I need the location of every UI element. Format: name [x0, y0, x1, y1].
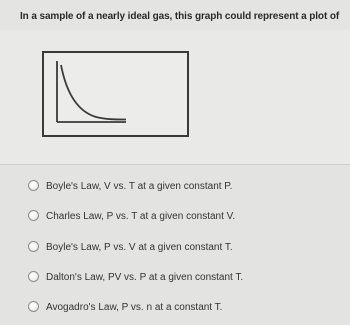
- answer-option-2[interactable]: [0, 203, 350, 233]
- answer-label: Boyle's Law, P vs. V at a given constant T.: [46, 242, 233, 253]
- decay-curve: [61, 65, 126, 120]
- answer-label: Avogadro's Law, P vs. n at a constant T.: [46, 302, 223, 313]
- answer-option-1[interactable]: [0, 173, 350, 203]
- answer-label: Charles Law, P vs. T at a given constant V.: [46, 211, 236, 222]
- graph-svg: [44, 53, 187, 135]
- question-text: In a sample of a nearly ideal gas, this graph could represent a plot of: [20, 11, 340, 22]
- radio-button[interactable]: [28, 241, 39, 252]
- answer-option-3[interactable]: [0, 234, 350, 264]
- radio-button[interactable]: [28, 301, 39, 312]
- radio-button[interactable]: [28, 210, 39, 221]
- answer-option-4[interactable]: [0, 264, 350, 294]
- answer-label: Boyle's Law, V vs. T at a given constant P.: [46, 181, 233, 192]
- radio-button[interactable]: [28, 271, 39, 282]
- answer-list: [0, 165, 350, 325]
- answer-label: Dalton's Law, PV vs. P at a given constant T.: [46, 272, 244, 283]
- graph-area: [0, 30, 350, 165]
- question-header: [0, 0, 350, 30]
- graph-image: [42, 51, 189, 137]
- answer-option-5[interactable]: [0, 294, 350, 324]
- radio-button[interactable]: [28, 180, 39, 191]
